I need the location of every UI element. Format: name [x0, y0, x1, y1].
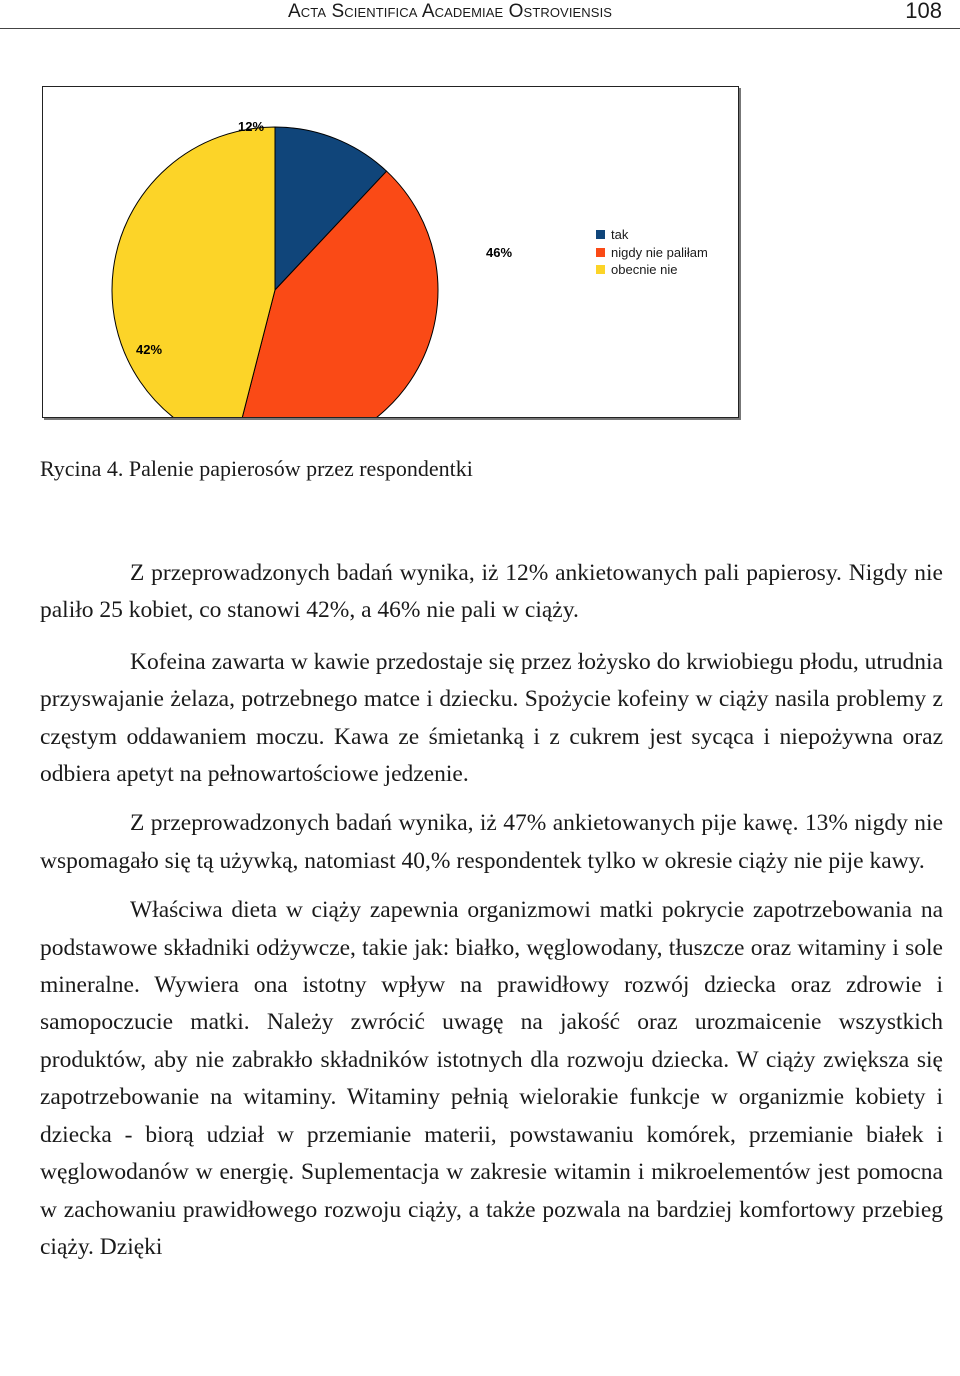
paragraph: Kofeina zawarta w kawie przedostaje się przez łożysko do krwiobiegu płodu, utrudnia przyswajanie żelaza, potrzebnego matce i dziecku. Spożycie kofeiny w ciąży nasila problemy z częstym oddawaniem moczu. Kawa ze śmietanką i z cukrem jest sycąca i niepożywna oraz odbiera apetyt na pełnowartościowe jedzenie. — [40, 648, 943, 788]
legend-swatch — [596, 230, 605, 239]
paragraph: Właściwa dieta w ciąży zapewnia organizmowi matki pokrycie zapotrzebowania na podstawowe składniki odżywcze, takie jak: białko, węglowodany, tłuszcze oraz witaminy i sole mineralne. Wywiera ona istotny wpływ na prawidłowy rozwój dziecka oraz zdrowie i samopoczucie matki. Należy zwrócić uwagę na jakość oraz urozmaicenie wszystkich produktów, aby nie zabrakło składników istotnych dla rozwoju dziecka. W ciąży zwiększa się zapotrzebowanie na witaminy. Witaminy pełnią wielorakie funkcje w organizmie kobiety i dziecka - biorą udział w przemianie materii, powstawaniu komórek, przemianie białek i węglowodanów w energię. Suplementacja w zakresie witamin i mikroelementów jest pomocna w zachowaniu prawidłowego rozwoju ciąży, a także pozwala na bardziej komfortowy przebieg ciąży. Dzięki — [40, 897, 943, 1260]
journal-title: Acta Scientifica Academiae Ostroviensis — [288, 1, 613, 22]
page-header — [0, 0, 960, 29]
slice-label-tak: 12% — [238, 119, 265, 134]
paragraph: Z przeprowadzonych badań wynika, iż 47% ankietowanych pije kawę. 13% nigdy nie wspomagało się tą używką, natomiast 40,% respondentek tylko w okresie ciąży nie pije kawy. — [40, 810, 943, 874]
slice-label-nigdy: 42% — [136, 342, 163, 357]
page-number: 108 — [905, 0, 942, 23]
paragraph: Z przeprowadzonych badań wynika, iż 12% ankietowanych pali papierosy. Nigdy nie paliło 25 kobiet, co stanowi 42%, a 46% nie pali w ciąży. — [40, 560, 943, 624]
slice-label-obecnie: 46% — [486, 245, 513, 260]
legend-label: tak — [611, 227, 629, 243]
figure-caption: Rycina 4. Palenie papierosów przez respondentki — [40, 456, 473, 481]
body-text — [40, 555, 943, 1266]
legend-item-nigdy — [596, 244, 708, 262]
legend-label: obecnie nie — [611, 262, 678, 278]
pie-chart — [42, 86, 739, 418]
pie-slice — [112, 127, 275, 417]
chart-legend — [596, 226, 708, 279]
legend-swatch — [596, 248, 605, 257]
legend-swatch — [596, 265, 605, 274]
legend-item-obecnie — [596, 261, 708, 279]
legend-item-tak — [596, 226, 708, 244]
legend-label: nigdy nie paliłam — [611, 244, 708, 260]
